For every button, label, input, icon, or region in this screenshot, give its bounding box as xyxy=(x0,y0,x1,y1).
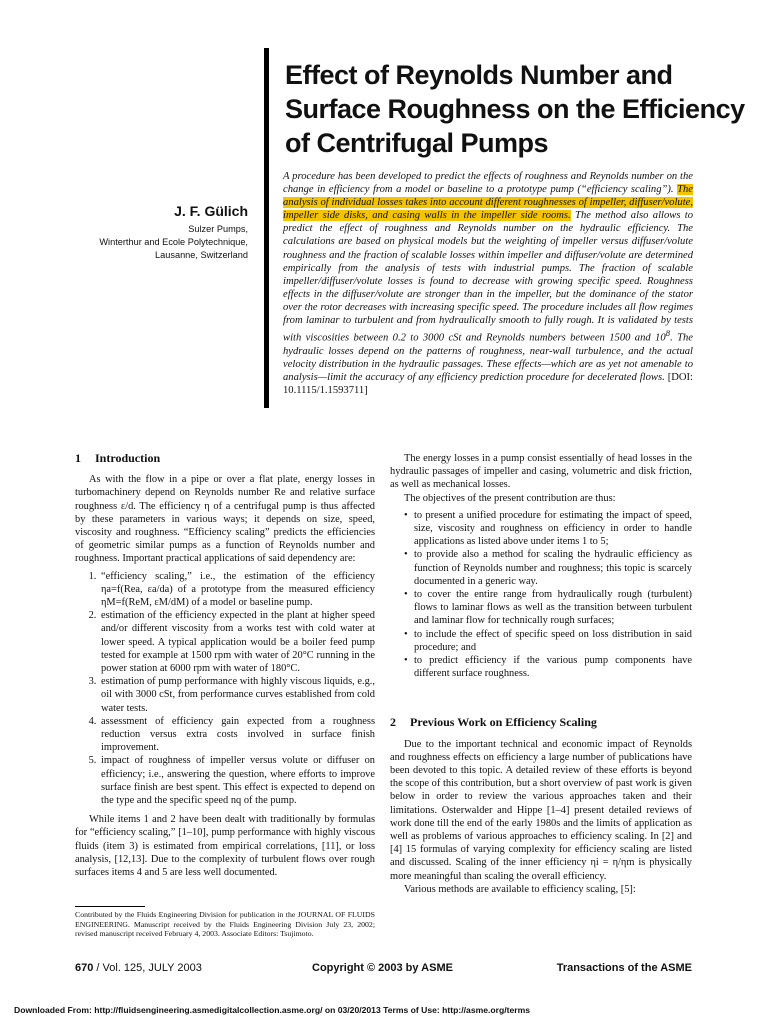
abstract-text: A procedure has been developed to predict the effects of roughness and Reynolds number on the change in efficiency from a model or baseline to a prototype pump (“efficiency scaling”). xyxy=(283,171,693,196)
page-info: 670 / Vol. 125, JULY 2003 xyxy=(75,962,202,974)
list-item: 5. impact of roughness of impeller versus volute or diffuser on efficiency; i.e., answering the question, where efforts to improve surface finish are best spent. This effect is expected to depend on the type and the specific speed nq of the pump. xyxy=(99,754,375,807)
list-item: 1. “efficiency scaling,” i.e., the estimation of the efficiency ηa=f(Rea, εa/da) of a prototype from the measured efficiency ηM=f(ReM, εM/dM) of a model or baseline pump. xyxy=(99,570,375,610)
bullet-item: • to predict efficiency if the various pump components have different surface roughness. xyxy=(404,654,692,680)
highlighted-text[interactable]: The analysis of individual losses takes into account different roughnesses of impeller, diffuser/volute, impeller side disks, and casing walls in the impeller side rooms. xyxy=(283,184,693,222)
footnote-rule xyxy=(75,906,145,907)
paragraph: The energy losses in a pump consist essentially of head losses in the hydraulic passages of impeller and casing, volumetric and disk friction, as well as mechanical losses. xyxy=(390,453,692,491)
page-footer xyxy=(75,962,692,978)
paragraph: Due to the important technical and economic impact of Reynolds and roughness effects on efficiency a large number of publications have been devoted to this topic. A detailed review of these efforts is beyond the scope of this contribution, but a short overview of past work is given below in order to review the various approaches taken and their limitations. Osterwalder and Hippe [1–4] present detailed reviews of work done till the end of the early 1980s and the limits of application as well as problems of various approaches to efficiency scaling. In [2] and [4] 15 formulas of varying complexity for efficiency scaling are listed and discussed. Scaling of the inner efficiency ηi = η/ηm is physically more meaningful than scaling the overall efficiency. xyxy=(390,738,692,882)
abstract xyxy=(283,170,693,397)
author-block xyxy=(99,203,248,262)
bullet-item: • to cover the entire range from hydraulically rough (turbulent) flows to laminar flows as well as the transition between turbulent and laminar flow for technically rough surfaces; xyxy=(404,588,692,628)
list-item: 2. estimation of the efficiency expected in the plant at higher speed and/or different viscosity from a works test with cold water at lower speed. A typical application would be a boiler feed pump tested for example at 1500 rpm with water of 20°C running in the power station at 6000 rpm with water of 180°C. xyxy=(99,609,375,675)
list-item: 4. assessment of efficiency gain expected from a roughness reduction versus extra costs involved in surface finish improvement. xyxy=(99,715,375,755)
paragraph: Various methods are available to efficiency scaling, [5]: xyxy=(404,883,636,895)
bullet-item: • to provide also a method for scaling the hydraulic efficiency as function of Reynolds number and roughness; this topic is scarcely documented in a generic way. xyxy=(404,548,692,588)
footnote: Contributed by the Fluids Engineering Division for publication in the JOURNAL OF FLUIDS ENGINEERING. Manuscript received by the Fluids Engineering Division July 23, 2002; revised manuscript received February 4, 2003. Associate Editors: Tsujimoto. xyxy=(75,910,375,939)
paragraph: While items 1 and 2 have been dealt with traditionally by formulas for “efficiency scaling,” [1–10], pump performance with highly viscous fluids (item 3) is estimated from empirical correlations, [11], or loss analysis, [12,13]. Due to the complexity of turbulent flows over rough surfaces items 4 and 5 are less well documented. xyxy=(75,814,375,879)
section-2 xyxy=(390,716,692,896)
bullet-item: • to present a unified procedure for estimating the impact of speed, size, viscosity and roughness on efficiency in order to handle applications as listed above under items 1 to 5; xyxy=(404,509,692,549)
doi-link[interactable]: [DOI: 10.1115/1.1593711] xyxy=(283,371,693,397)
page-number: 670 xyxy=(75,962,94,974)
numbered-list xyxy=(75,570,375,808)
paragraph: As with the flow in a pipe or over a flat plate, energy losses in turbomachinery depend on Reynolds number Re and relative surface roughness ε/d. The efficiency η of a centrifugal pump is thus affected by these parameters in various ways; it depends on size, speed, viscosity and roughness. “Efficiency scaling” predicts the efficiencies of geometric similar pumps as a function of Reynolds number and roughness. Important practical applications of said dependency are: xyxy=(75,474,375,565)
section-heading: 2 Previous Work on Efficiency Scaling xyxy=(390,715,597,730)
left-column xyxy=(75,452,375,879)
volume-info: Vol. 125, JULY 2003 xyxy=(102,962,202,974)
paper-title: Effect of Reynolds Number and Surface Roughness on the Efficiency of Centrifugal Pumps xyxy=(285,60,745,158)
affiliation-line: Sulzer Pumps, xyxy=(188,224,248,234)
affiliation-line: Lausanne, Switzerland xyxy=(155,250,248,260)
section-heading: 1 Introduction xyxy=(75,451,161,465)
download-notice[interactable]: Downloaded From: http://fluidsengineering.asmedigitalcollection.asme.org/ on 03/20/2013 Terms of Use: http://asme.org/terms xyxy=(14,1005,531,1015)
list-item: 3. estimation of pump performance with highly viscous liquids, e.g., oil with 3000 cSt, from performance curves established from cold water tests. xyxy=(99,675,375,715)
copyright: Copyright © 2003 by ASME xyxy=(312,962,453,974)
bullet-list xyxy=(390,509,692,681)
journal-name: Transactions of the ASME xyxy=(556,962,692,974)
right-column xyxy=(390,452,692,896)
bullet-item: • to include the effect of specific speed on loss distribution in said procedure; and xyxy=(404,628,692,654)
exponent: 8 xyxy=(665,328,671,339)
abstract-text: The method also allows to predict the effect of roughness and Reynolds number on the hydraulic efficiency. The calculations are based on physical models but the weighting of impeller versus diffuser/volute roughness and the fraction of scalable losses within impeller and diffuser/volute are determined empirically from the analysis of tests with industrial pumps. The fraction of scalable impeller/diffuser/volute losses is found to decrease with growing specific speed. Roughness effects in the diffuser/volute are stronger than in the impeller, but the dominance of the stator over the rotor decreases with increasing specific speed. The procedure includes all flow regimes from laminar to turbulent and from hydraulically smooth to fully rough. It is validated by tests with viscosities between 0.2 to 3000 cSt and Reynolds numbers between 1500 and 10 xyxy=(283,210,694,344)
author-name: J. F. Gülich xyxy=(174,203,248,219)
paragraph: The objectives of the present contribution are thus: xyxy=(404,492,616,504)
affiliation-line: Winterthur and Ecole Polytechnique, xyxy=(99,237,248,247)
title-rule xyxy=(264,48,269,408)
abstract-text: . The hydraulic losses depend on the patterns of roughness, near-wall turbulence, and the actual velocity distribution in the hydraulic passages. These effects—which are as yet not amenable to analysis—limit the accuracy of any efficiency prediction procedure for decelerated flows. xyxy=(283,332,693,383)
